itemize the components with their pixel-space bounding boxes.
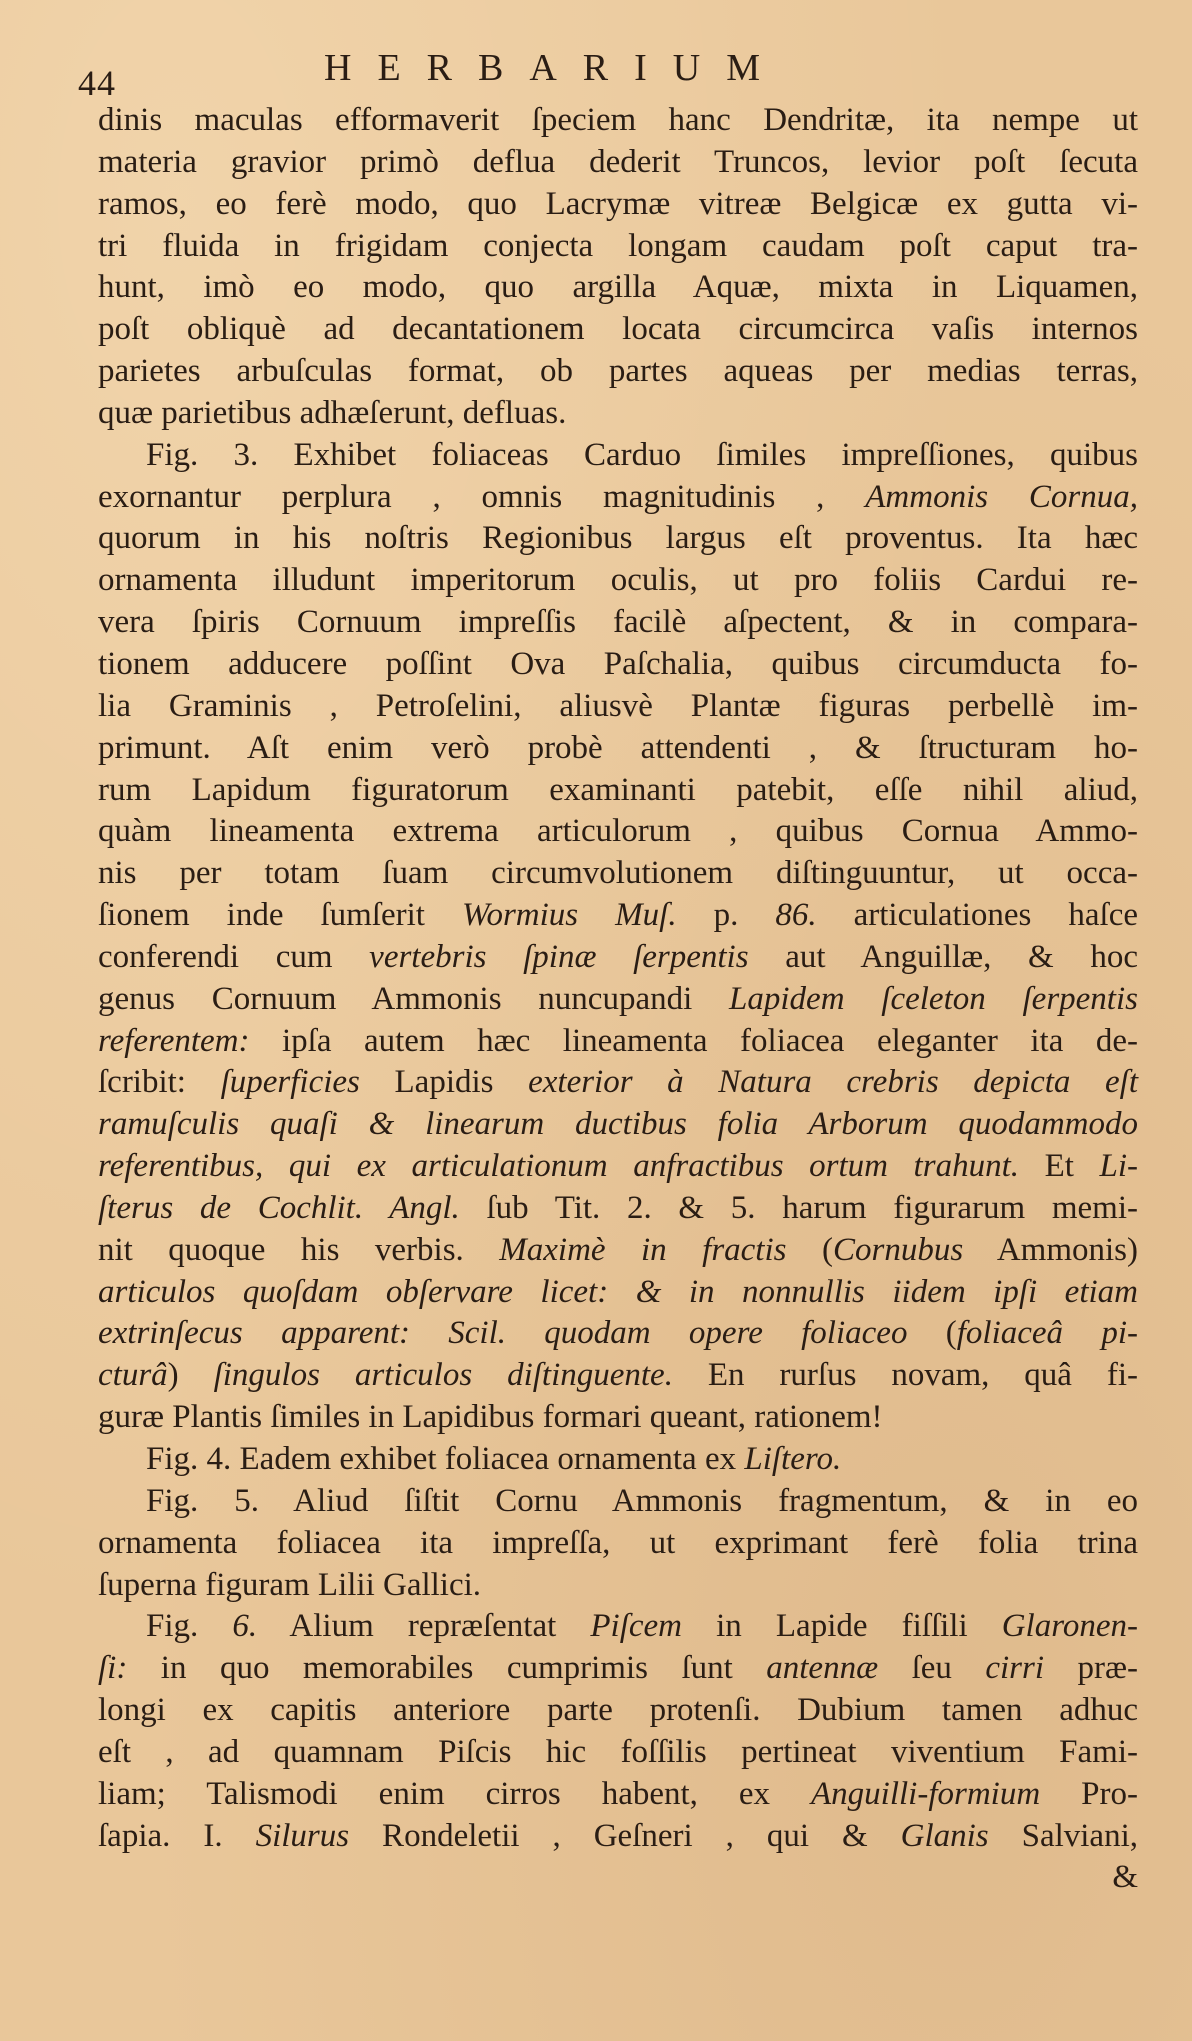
text-line bbox=[98, 1816, 1138, 1858]
text-line bbox=[98, 1690, 1138, 1732]
text-span: ipſa autem hæc lineamenta foliacea eleganter ita de- bbox=[249, 1022, 1138, 1059]
text-span: Ammonis) bbox=[963, 1231, 1138, 1268]
italic-text: ſi: bbox=[98, 1650, 128, 1687]
text-line bbox=[98, 184, 1138, 226]
text-span: aut Anguillæ, & hoc bbox=[748, 938, 1139, 975]
text-line bbox=[98, 1857, 1138, 1899]
text-line bbox=[98, 853, 1138, 895]
text-line bbox=[98, 100, 1138, 142]
italic-text: Glaronen- bbox=[1001, 1608, 1138, 1645]
text-line bbox=[98, 895, 1138, 937]
italic-text: cirri bbox=[985, 1650, 1045, 1687]
text-span: Fig. 4. Eadem exhibet foliacea ornamenta ex bbox=[146, 1441, 745, 1477]
italic-text: cturâ bbox=[98, 1357, 168, 1394]
text-span: præ- bbox=[1044, 1650, 1138, 1687]
text-span: primunt. Aſt enim verò probè attendenti , & ſtructuram ho- bbox=[98, 729, 1138, 766]
text-line bbox=[98, 1230, 1138, 1272]
text-span: longi ex capitis anteriore parte protenſi. Dubium tamen adhuc bbox=[98, 1692, 1138, 1729]
text-span: conferendi cum bbox=[98, 938, 370, 975]
text-span: exornantur perplura , omnis magnitudinis , bbox=[98, 478, 866, 515]
text-line bbox=[98, 1481, 1138, 1523]
italic-text: ramuſculis quaſi & linearum ductibus folia Arborum quodammodo bbox=[98, 1106, 1138, 1143]
text-line bbox=[98, 1439, 1138, 1481]
text-line bbox=[98, 142, 1138, 184]
text-span: ramos, eo ferè modo, quo Lacrymæ vitreæ Belgicæ ex gutta vi- bbox=[98, 185, 1138, 222]
text-line bbox=[98, 226, 1138, 268]
text-span: Pro- bbox=[1040, 1775, 1138, 1812]
text-span: ornamenta foliacea ita impreſſa, ut exprimant ferè folia trina bbox=[98, 1524, 1138, 1561]
italic-text: ſuperficies bbox=[220, 1064, 360, 1101]
text-line bbox=[98, 1062, 1138, 1104]
text-span: ( bbox=[786, 1231, 833, 1268]
page-number: 44 bbox=[78, 63, 116, 103]
italic-text: Liſtero. bbox=[744, 1441, 842, 1477]
italic-text: 86. bbox=[775, 897, 817, 934]
text-line bbox=[98, 686, 1138, 728]
text-span: ſeu bbox=[878, 1650, 986, 1687]
text-span: lia Graminis , Petroſelini, aliusvè Plantæ figuras perbellè im- bbox=[98, 687, 1138, 724]
text-span: parietes arbuſculas format, ob partes aqueas per medias terras, bbox=[98, 353, 1138, 390]
italic-text: articulos quoſdam obſervare licet: & in nonnullis iidem ipſi etiam bbox=[98, 1273, 1138, 1310]
text-span: ( bbox=[907, 1315, 957, 1352]
text-span: in Lapide fiſſili bbox=[682, 1608, 1002, 1645]
italic-text: extrinſecus apparent: Scil. quodam opere foliaceo bbox=[98, 1315, 908, 1352]
text-span: & bbox=[1112, 1859, 1138, 1896]
text-line bbox=[98, 602, 1138, 644]
text-line bbox=[98, 1313, 1138, 1355]
text-line bbox=[98, 1021, 1138, 1063]
italic-text: referentem: bbox=[98, 1022, 250, 1059]
italic-text: Silurus bbox=[255, 1817, 350, 1854]
text-line bbox=[98, 811, 1138, 853]
text-span: Alium repræſentat bbox=[257, 1608, 591, 1645]
text-span: ſub Tit. 2. & 5. harum figurarum memi- bbox=[459, 1189, 1138, 1226]
text-span: Fig. bbox=[146, 1608, 233, 1645]
text-span: quæ parietibus adhæſerunt, defluas. bbox=[98, 394, 567, 431]
text-span: ornamenta illudunt imperitorum oculis, ut pro foliis Cardui re- bbox=[98, 562, 1138, 599]
text-line bbox=[98, 1397, 1138, 1439]
text-line bbox=[98, 937, 1138, 979]
text-line bbox=[98, 1732, 1138, 1774]
text-line bbox=[98, 1272, 1138, 1314]
text-span: genus Cornuum Ammonis nuncupandi bbox=[98, 980, 730, 1017]
text-span: hunt, imò eo modo, quo argilla Aquæ, mixta in Liquamen, bbox=[98, 269, 1138, 306]
text-span: liam; Talismodi enim cirros habent, ex bbox=[98, 1775, 812, 1812]
text-span: quorum in his noſtris Regionibus largus eſt proventus. Ita hæc bbox=[98, 520, 1138, 557]
text-span: ſionem inde ſumſerit bbox=[98, 897, 462, 934]
text-span: materia gravior primò deflua dederit Truncos, levior poſt ſecuta bbox=[98, 143, 1138, 180]
text-span: ſapia. I. bbox=[98, 1817, 256, 1854]
text-line bbox=[98, 1104, 1138, 1146]
text-line bbox=[98, 309, 1138, 351]
text-span: Et bbox=[1019, 1148, 1100, 1185]
text-line bbox=[98, 560, 1138, 602]
text-line bbox=[98, 728, 1138, 770]
text-span: tionem adducere poſſint Ova Paſchalia, quibus circumducta fo- bbox=[98, 645, 1138, 682]
italic-text: referentibus, qui ex articulationum anfractibus ortum trahunt. bbox=[98, 1148, 1019, 1185]
italic-text: Cornubus bbox=[832, 1231, 964, 1268]
text-line bbox=[98, 1355, 1138, 1397]
text-line bbox=[98, 267, 1138, 309]
italic-text: exterior à Natura crebris depicta eſt bbox=[528, 1064, 1138, 1101]
italic-text: ſingulos articulos diſtinguente. bbox=[213, 1357, 673, 1394]
text-line bbox=[98, 979, 1138, 1021]
italic-text: antennæ bbox=[766, 1650, 879, 1687]
text-span: ſcribit: bbox=[98, 1064, 221, 1101]
text-line bbox=[98, 644, 1138, 686]
italic-text: ſterus de Cochlit. Angl. bbox=[98, 1189, 460, 1226]
italic-text: Maximè in fractis bbox=[499, 1231, 787, 1268]
text-span: ) bbox=[167, 1357, 214, 1394]
text-span: poſt obliquè ad decantationem locata circumcirca vaſis internos bbox=[98, 311, 1138, 348]
text-line bbox=[98, 1146, 1138, 1188]
italic-text: Anguilli-formium bbox=[811, 1775, 1041, 1812]
text-line bbox=[98, 477, 1138, 519]
italic-text: Wormius Muſ. bbox=[462, 897, 677, 934]
text-span: guræ Plantis ſimiles in Lapidibus formari queant, rationem! bbox=[98, 1399, 883, 1436]
text-span: Rondeletii , Geſneri , qui & bbox=[349, 1817, 901, 1854]
text-span: nit quoque his verbis. bbox=[98, 1231, 500, 1268]
text-line bbox=[98, 1606, 1138, 1648]
text-line bbox=[98, 1774, 1138, 1816]
italic-text: Piſcem bbox=[590, 1608, 683, 1645]
text-span: tri fluida in frigidam conjecta longam caudam poſt caput tra- bbox=[98, 227, 1138, 264]
text-line bbox=[98, 1565, 1138, 1607]
text-span: nis per totam ſuam circumvolutionem diſtinguuntur, ut occa- bbox=[98, 855, 1138, 892]
text-span: Lapidis bbox=[359, 1064, 529, 1101]
text-span: eſt , ad quamnam Piſcis hic foſſilis pertineat viventium Fami- bbox=[98, 1733, 1138, 1770]
italic-text: Ammonis Cornua, bbox=[865, 478, 1138, 515]
text-line bbox=[98, 1648, 1138, 1690]
text-span: vera ſpiris Cornuum impreſſis facilè aſpectent, & in compara- bbox=[98, 604, 1138, 641]
text-span: Fig. 5. Aliud ſiſtit Cornu Ammonis fragmentum, & in eo bbox=[146, 1482, 1138, 1519]
text-span: Salviani, bbox=[988, 1817, 1138, 1854]
text-span: p. bbox=[676, 897, 776, 934]
text-span: dinis maculas efformaverit ſpeciem hanc Dendritæ, ita nempe ut bbox=[98, 102, 1138, 138]
text-span: quàm lineamenta extrema articulorum , quibus Cornua Ammo- bbox=[98, 813, 1138, 850]
text-span: rum Lapidum figuratorum examinanti patebit, eſſe nihil aliud, bbox=[98, 771, 1138, 808]
text-line bbox=[98, 1523, 1138, 1565]
italic-text: Glanis bbox=[900, 1817, 989, 1854]
italic-text: vertebris ſpinæ ſerpentis bbox=[369, 938, 749, 975]
italic-text: foliaceâ pi- bbox=[956, 1315, 1138, 1352]
text-span: articulationes haſce bbox=[816, 897, 1139, 934]
text-line bbox=[98, 770, 1138, 812]
text-line bbox=[98, 1188, 1138, 1230]
text-span: En rurſus novam, quâ fi- bbox=[672, 1357, 1138, 1394]
text-line bbox=[98, 393, 1138, 435]
text-line bbox=[98, 518, 1138, 560]
body-text bbox=[98, 100, 1138, 1899]
italic-text: Lapidem ſceleton ſerpentis bbox=[729, 980, 1138, 1017]
italic-text: 6. bbox=[232, 1608, 258, 1645]
text-span: ſuperna figuram Lilii Gallici. bbox=[98, 1566, 482, 1603]
italic-text: Li- bbox=[1099, 1148, 1139, 1185]
running-title: HERBARIUM bbox=[324, 47, 787, 89]
text-line bbox=[98, 435, 1138, 477]
text-span: Fig. 3. Exhibet foliaceas Carduo ſimiles impreſſiones, quibus bbox=[146, 436, 1138, 473]
text-line bbox=[98, 351, 1138, 393]
text-span: in quo memorabiles cumprimis ſunt bbox=[127, 1650, 767, 1687]
